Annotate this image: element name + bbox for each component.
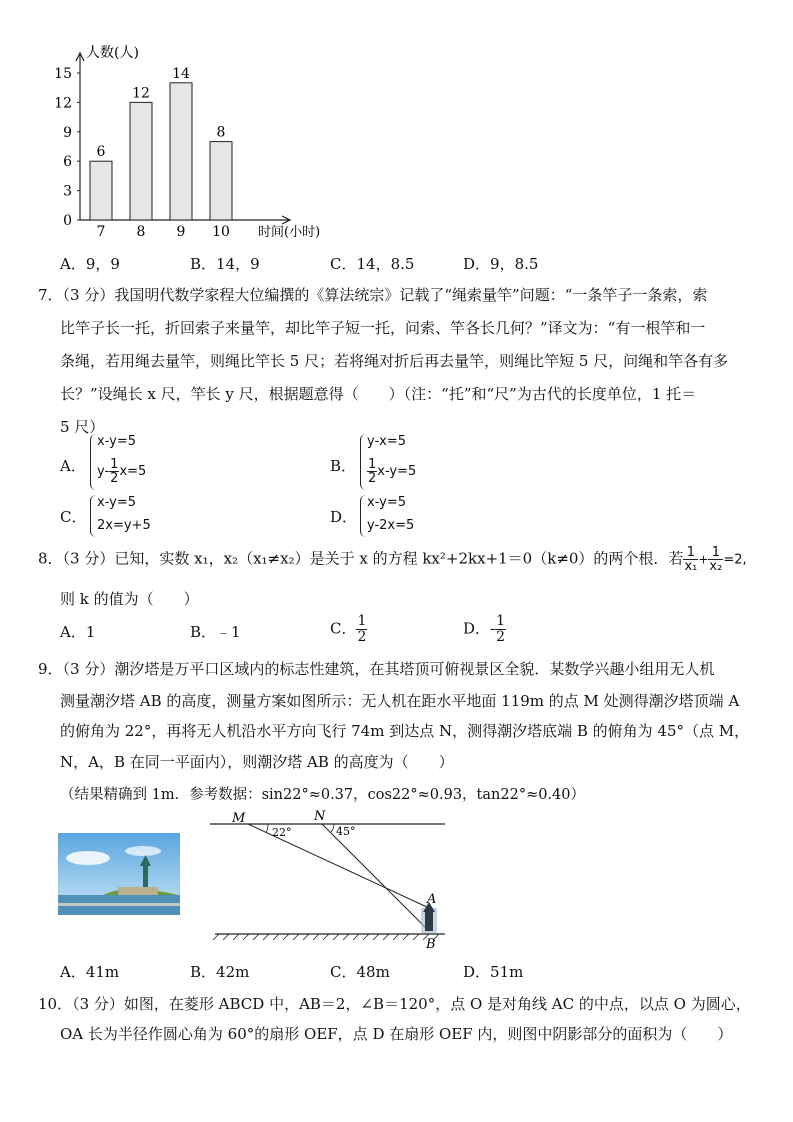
denominator: 2 bbox=[357, 629, 367, 645]
numerator: 1 bbox=[496, 613, 506, 629]
angle-45: 45° bbox=[336, 825, 356, 838]
q9-option-a[interactable]: A．41m bbox=[60, 963, 120, 981]
q8-c-label: C． bbox=[330, 619, 357, 638]
bar bbox=[170, 83, 192, 220]
q7-c-eq2: 2x=y+5 bbox=[97, 518, 151, 533]
q9-line-1: 9．（3 分）潮汐塔是万平口区域内的标志性建筑，在其塔顶可俯视景区全貌．某数学兴趣小组用无人机 bbox=[38, 660, 715, 678]
q8-line-2: 则 k 的值为（ ） bbox=[60, 590, 199, 608]
q7-line-1: 7．（3 分）我国明代数学家程大位编撰的《算法统宗》记载了“绳索量竿”问题：“一条竿子一条索，索 bbox=[38, 286, 708, 304]
bar-value-label: 6 bbox=[96, 144, 106, 161]
q6-option-d[interactable]: D．9，8.5 bbox=[463, 255, 539, 273]
q7-b-eq2-part: x-y=5 bbox=[377, 464, 417, 479]
x-tick-label: 7 bbox=[96, 224, 106, 240]
fraction bbox=[367, 458, 377, 485]
numerator: 1 bbox=[683, 546, 698, 560]
q9-line-5: （结果精确到 1m．参考数据：sin22°≈0.37，cos22°≈0.93，tan22°≈0.40） bbox=[60, 787, 586, 803]
q6-option-c[interactable]: C．14，8.5 bbox=[330, 255, 415, 273]
numerator: 1 bbox=[357, 613, 367, 629]
x-tick-label: 10 bbox=[212, 224, 230, 240]
q8-option-c[interactable] bbox=[330, 614, 367, 645]
q8-option-a[interactable]: A．1 bbox=[60, 623, 96, 641]
q8-line-1 bbox=[38, 546, 747, 573]
bar bbox=[130, 102, 152, 220]
denominator: 2 bbox=[110, 471, 119, 486]
q7-line-3: 条绳，若用绳去量竿，则绳比竿长 5 尺；若将绳对折后再去量竿，则绳比竿短 5 尺，问绳和竿各有多 bbox=[60, 352, 729, 370]
brace bbox=[360, 434, 366, 490]
q7-a-label: A． bbox=[60, 457, 86, 475]
q6-option-b[interactable]: B．14，9 bbox=[190, 255, 260, 273]
y-tick-label: 15 bbox=[54, 66, 72, 82]
q7-b-label: B． bbox=[330, 457, 357, 475]
q7-b-eq1: y-x=5 bbox=[367, 434, 407, 449]
q7-a-eq1: x-y=5 bbox=[97, 434, 137, 449]
q9-geometry-figure bbox=[205, 808, 465, 953]
y-tick-label: 12 bbox=[54, 95, 72, 112]
q9-line-2: 测量潮汐塔 AB 的高度，测量方案如图所示：无人机在距水平地面 119m 的点 M 处测得潮汐塔顶端 A bbox=[60, 692, 740, 710]
q9-line-3: 的俯角为 22°，再将无人机沿水平方向飞行 74m 到达点 N，测得潮汐塔底端 B 的俯角为 45°（点 M， bbox=[60, 722, 750, 740]
y-tick-label: 9 bbox=[63, 124, 72, 141]
q9-option-c[interactable]: C．48m bbox=[330, 963, 390, 981]
q9-option-b[interactable]: B．42m bbox=[190, 963, 250, 981]
bar-value-label: 8 bbox=[216, 124, 226, 141]
bar bbox=[90, 161, 112, 220]
fraction bbox=[708, 546, 723, 573]
x-tick-label: 9 bbox=[176, 224, 186, 240]
denominator: x₁ bbox=[684, 559, 698, 574]
q8-text: 8．（3 分）已知，实数 x₁，x₂（x₁≠x₂）是关于 x 的方程 kx²+2kx+1＝0（k≠0）的两个根．若 bbox=[38, 549, 684, 568]
label-n: N bbox=[314, 809, 326, 824]
q7-a-eq2-part: x=5 bbox=[119, 464, 147, 479]
q7-a-eq2 bbox=[97, 458, 146, 485]
q9-line-4: N，A，B 在同一平面内），则潮汐塔 AB 的高度为（ ） bbox=[60, 753, 454, 771]
q7-line-2: 比竿子长一托，折回索子来量竿，却比竿子短一托，问索、竿各长几何？”译文为：“有一根竿和一 bbox=[60, 319, 706, 337]
label-m: M bbox=[232, 811, 246, 826]
q7-a-eq2-part: y- bbox=[97, 464, 110, 479]
y-axis-label: 人数(人) bbox=[86, 45, 139, 61]
q8-option-b[interactable]: B．﹣1 bbox=[190, 623, 241, 641]
denominator: 2 bbox=[368, 471, 377, 486]
y-tick-label: 3 bbox=[63, 183, 72, 200]
q7-d-eq1: x-y=5 bbox=[367, 495, 407, 510]
label-a: A bbox=[427, 892, 437, 907]
brace bbox=[90, 495, 96, 537]
y-tick-label: 0 bbox=[63, 213, 72, 229]
q9-option-d[interactable]: D．51m bbox=[463, 963, 524, 981]
fraction bbox=[356, 614, 367, 645]
x-axis-label: 时间(小时) bbox=[258, 225, 321, 240]
tower-photo bbox=[58, 833, 180, 915]
bar-chart bbox=[40, 28, 321, 243]
minus-sign: - bbox=[490, 619, 496, 638]
brace bbox=[360, 495, 366, 537]
bar-value-label: 14 bbox=[172, 65, 190, 82]
q10-line-1: 10．（3 分）如图，在菱形 ABCD 中，AB＝2，∠B＝120°，点 O 是对角线 AC 的中点，以点 O 为圆心， bbox=[38, 995, 751, 1013]
numerator: 1 bbox=[368, 457, 377, 472]
q10-line-2: OA 长为半径作圆心角为 60°的扇形 OEF，点 D 在扇形 OEF 内，则图中阴影部分的面积为（ ） bbox=[60, 1025, 733, 1043]
q7-c-label: C． bbox=[60, 508, 87, 526]
equals-text: =2, bbox=[723, 552, 747, 568]
q7-c-eq1: x-y=5 bbox=[97, 495, 137, 510]
q7-line-4: 长？”设绳长 x 尺，竿长 y 尺，根据题意得（ ）（注：“托”和“尺”为古代的长度单位，1 托＝ bbox=[60, 385, 697, 403]
fraction bbox=[495, 614, 506, 645]
fraction bbox=[109, 458, 119, 485]
q6-option-a[interactable]: A．9，9 bbox=[60, 255, 120, 273]
fraction bbox=[683, 546, 698, 573]
numerator: 1 bbox=[110, 457, 119, 472]
q7-d-label: D． bbox=[330, 508, 358, 526]
bar bbox=[210, 142, 232, 220]
q8-option-d[interactable] bbox=[463, 614, 506, 645]
numerator: 1 bbox=[708, 546, 723, 560]
x-tick-label: 8 bbox=[136, 224, 146, 240]
q8-d-label: D． bbox=[463, 619, 491, 638]
denominator: 2 bbox=[496, 629, 506, 645]
y-tick-label: 6 bbox=[63, 154, 72, 171]
q7-b-eq2 bbox=[367, 458, 416, 485]
denominator: x₂ bbox=[709, 559, 723, 574]
q7-d-eq2: y-2x=5 bbox=[367, 518, 415, 533]
q7-line-5: 5 尺） bbox=[60, 418, 105, 436]
plus-sign: + bbox=[698, 552, 709, 567]
angle-22: 22° bbox=[272, 826, 292, 839]
label-b: B bbox=[426, 937, 436, 952]
bar-value-label: 12 bbox=[132, 85, 150, 102]
brace bbox=[90, 434, 96, 490]
